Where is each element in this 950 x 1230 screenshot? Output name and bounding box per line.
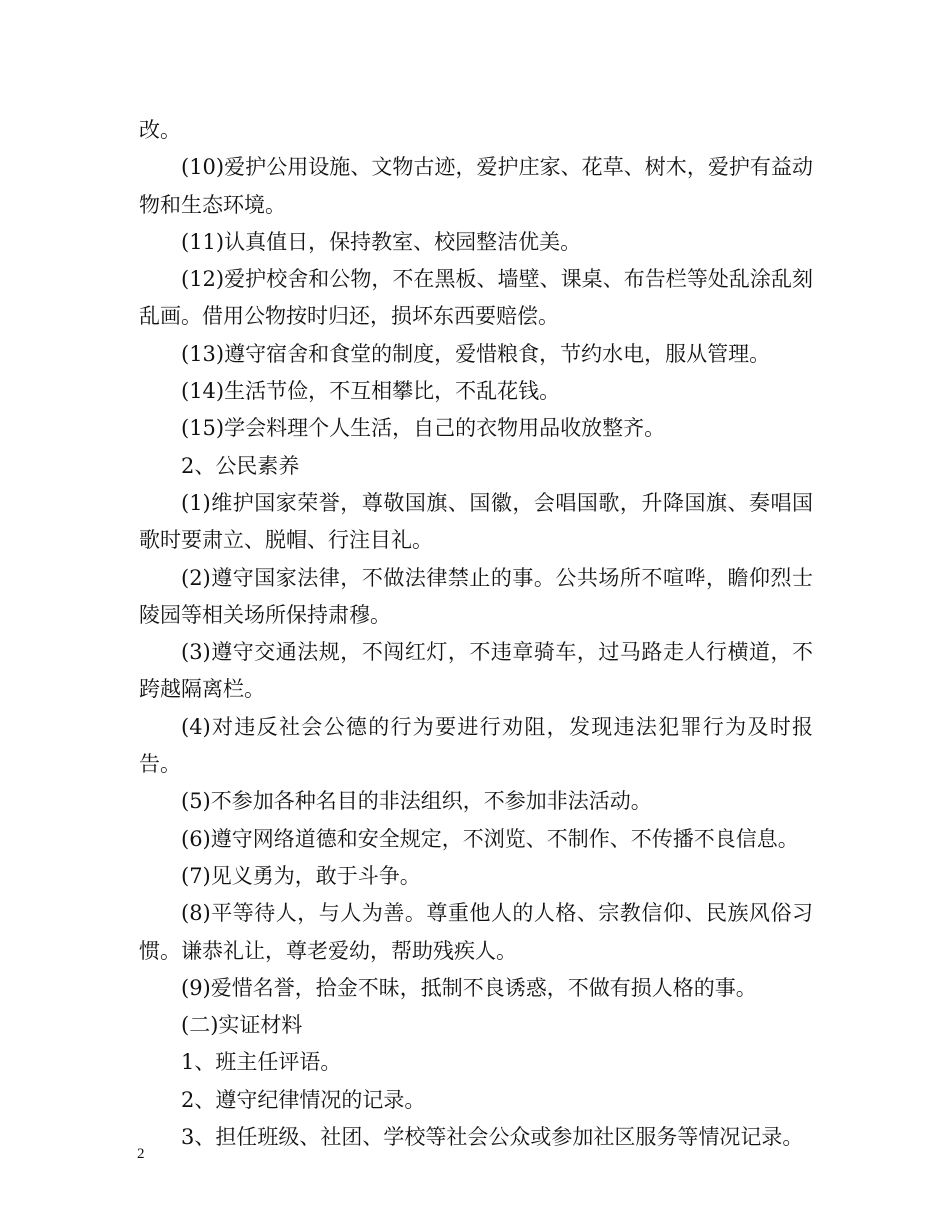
- paragraph: (12)爱护校舍和公物，不在黑板、墙壁、课桌、布告栏等处乱涂乱刻乱画。借用公物按时归还，损坏东西要赔偿。: [139, 267, 813, 329]
- paragraph: 2、遵守纪律情况的记录。: [181, 1087, 426, 1112]
- paragraph: (1)维护国家荣誉，尊敬国旗、国徽，会唱国歌，升降国旗、奏唱国歌时要肃立、脱帽、行注目礼。: [139, 490, 813, 553]
- paragraph: (10)爱护公用设施、文物古迹，爱护庄家、花草、树木，爱护有益动物和生态环境。: [139, 155, 813, 217]
- paragraph: (15)学会料理个人生活，自己的衣物用品收放整齐。: [181, 416, 666, 441]
- paragraph: (6)遵守网络道德和安全规定，不浏览、不制作、不传播不良信息。: [181, 826, 799, 851]
- section-heading: (二)实证材料: [181, 1013, 303, 1038]
- page-number: 2: [137, 1146, 145, 1162]
- section-heading: 2、公民素养: [181, 453, 300, 478]
- paragraph: (3)遵守交通法规，不闯红灯，不违章骑车，过马路走人行横道，不跨越隔离栏。: [139, 640, 813, 702]
- paragraph: (5)不参加各种名目的非法组织，不参加非法活动。: [181, 789, 652, 814]
- paragraph: (9)爱惜名誉，拾金不昧，抵制不良诱惑，不做有损人格的事。: [181, 975, 757, 1000]
- paragraph: (4)对违反社会公德的行为要进行劝阻，发现违法犯罪行为及时报告。: [139, 714, 813, 777]
- paragraph: (14)生活节俭，不互相攀比，不乱花钱。: [181, 379, 561, 404]
- paragraph: (7)见义勇为，敢于斗争。: [181, 863, 421, 888]
- paragraph: (2)遵守国家法律，不做法律禁止的事。公共场所不喧哗，瞻仰烈士陵园等相关场所保持肃穆。: [139, 565, 813, 627]
- paragraph: 改。: [139, 118, 181, 142]
- paragraph: 1、班主任评语。: [181, 1050, 342, 1075]
- paragraph: (13)遵守宿舍和食堂的制度，爱惜粮食，节约水电，服从管理。: [181, 341, 771, 366]
- paragraph: (11)认真值日，保持教室、校园整洁优美。: [181, 229, 582, 254]
- paragraph: (8)平等待人，与人为善。尊重他人的人格、宗教信仰、民族风俗习惯。谦恭礼让，尊老爱幼，帮助残疾人。: [139, 901, 813, 963]
- document-body: [139, 112, 813, 1156]
- paragraph: 3、担任班级、社团、学校等社会公众或参加社区服务等情况记录。: [181, 1125, 804, 1150]
